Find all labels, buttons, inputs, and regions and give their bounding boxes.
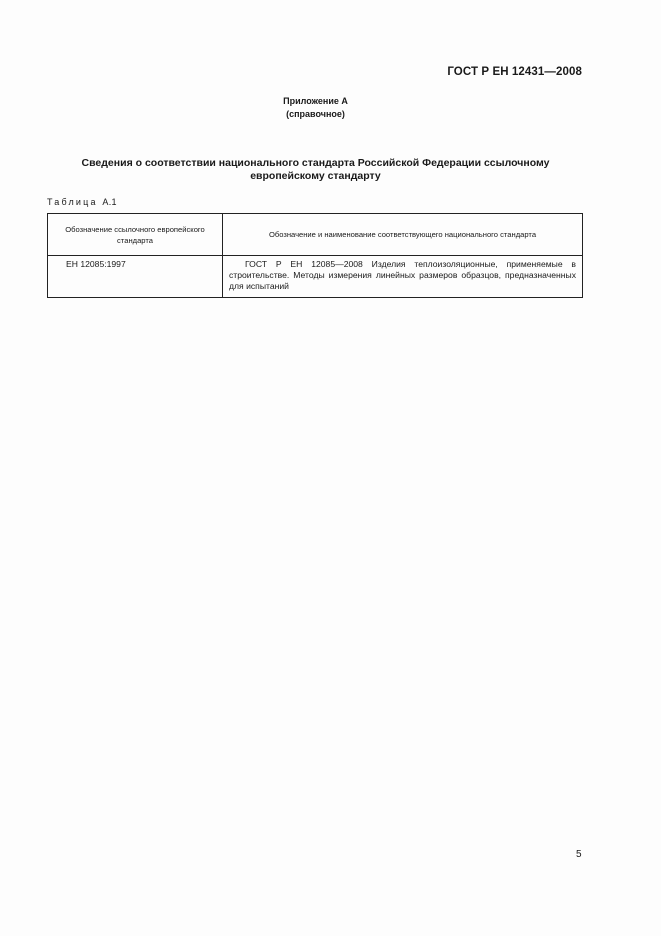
- table-caption-word: Таблица: [47, 197, 98, 207]
- section-heading-line-1: Сведения о соответствии национального стандарта Российской Федерации ссылочному: [81, 157, 550, 169]
- correspondence-table: [47, 213, 583, 298]
- section-heading: [40, 157, 591, 183]
- annex-subtitle: (справочное): [286, 109, 345, 119]
- column-header-national: Обозначение и наименование соответствующего национального стандарта: [223, 214, 583, 256]
- table-caption: [47, 197, 117, 207]
- document-code: ГОСТ Р ЕН 12431—2008: [447, 66, 582, 78]
- table-row: [48, 256, 583, 298]
- cell-reference-standard: ЕН 12085:1997: [48, 256, 223, 298]
- section-heading-line-2: европейскому стандарту: [250, 170, 381, 182]
- table-caption-number: А.1: [102, 197, 117, 207]
- column-header-reference: Обозначение ссылочного европейского стандарта: [48, 214, 223, 256]
- table-header-row: [48, 214, 583, 256]
- annex-title: Приложение А: [283, 96, 348, 106]
- cell-national-standard: ГОСТ Р ЕН 12085—2008 Изделия теплоизоляционные, применяемые в строительстве. Методы измерения линейных размеров образцов, предназначенных для испытаний: [223, 256, 583, 298]
- page-number: 5: [576, 849, 582, 860]
